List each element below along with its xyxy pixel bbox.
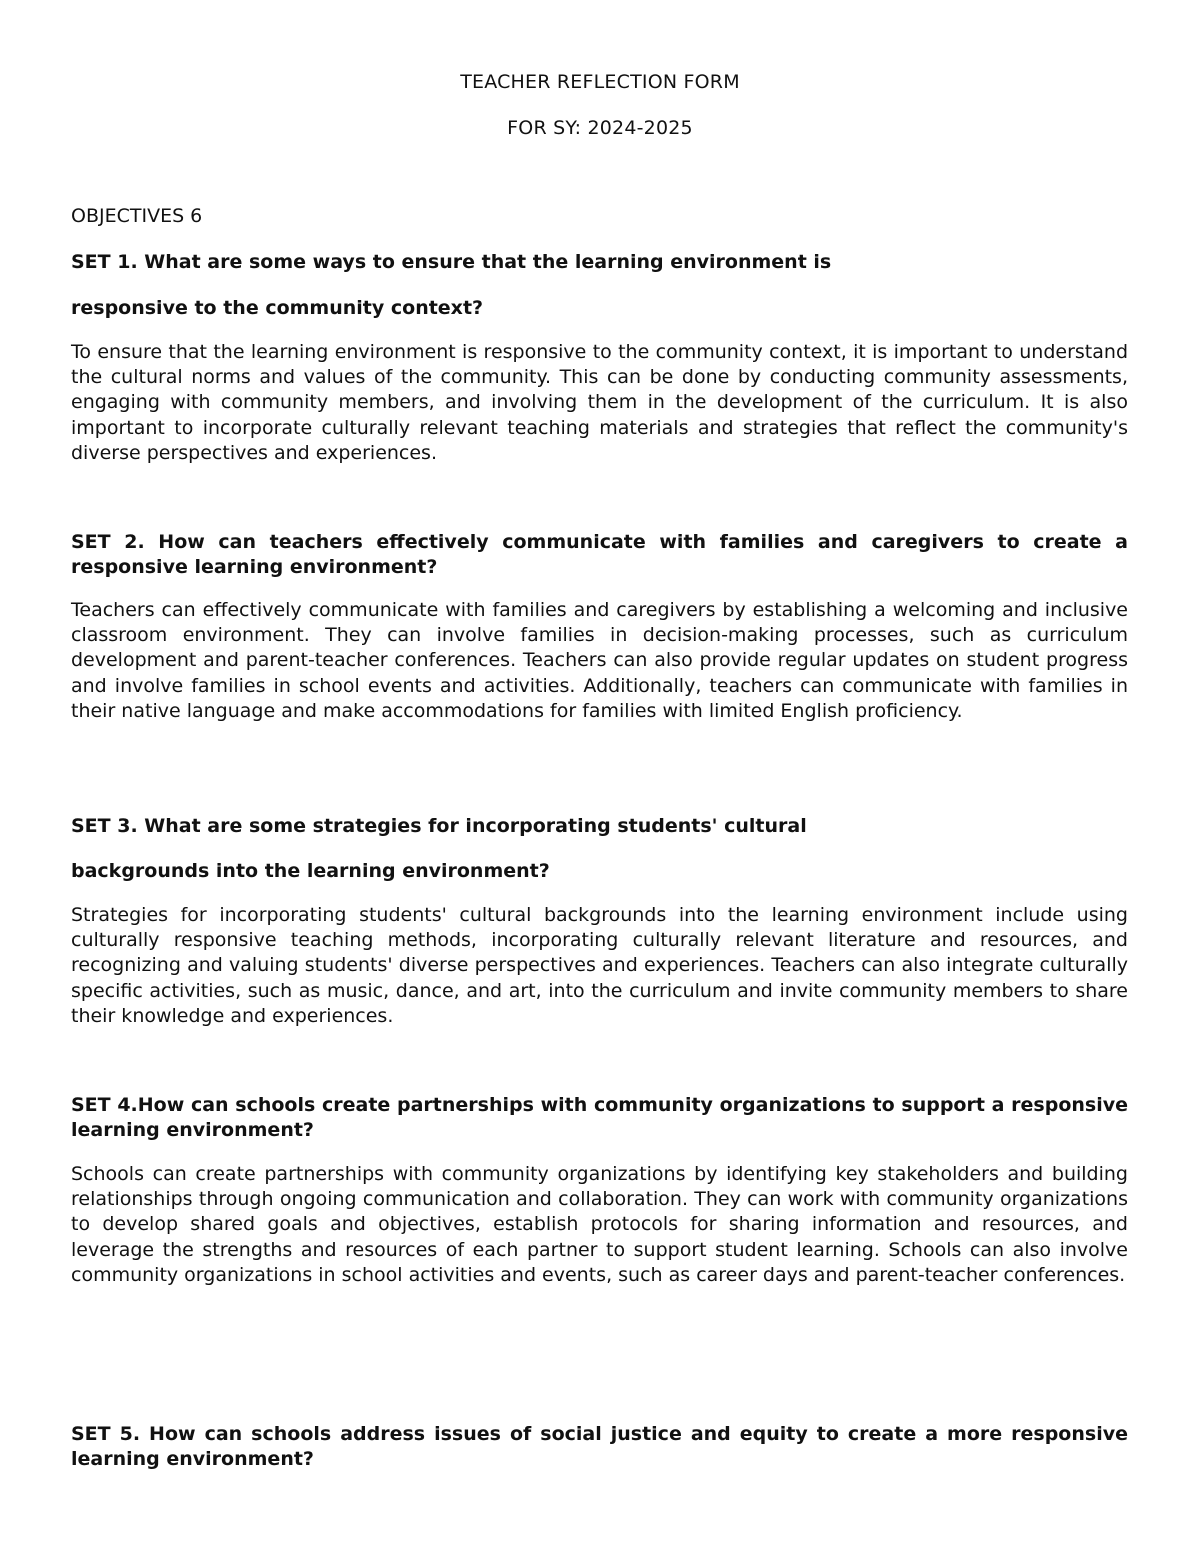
set-2-question: SET 2. How can teachers effectively communicate with families and caregivers to create a responsive learning environment? bbox=[71, 531, 1128, 578]
set-2-answer: Teachers can effectively communicate with families and caregivers by establishing a welcoming and inclusive classroom environment. They can involve families in decision-making processes, such as curriculum development and parent-teacher conferences. Teachers can also provide regular updates on student progress and involve families in school events and activities. Additionally, teachers can communicate with families in their native language and make accommodations for families with limited English proficiency. bbox=[71, 599, 1128, 722]
set-3-answer: Strategies for incorporating students' cultural backgrounds into the learning environment include using culturally responsive teaching methods, incorporating culturally relevant literature and resources, and recognizing and valuing students' diverse perspectives and experiences. Teachers can also integrate culturally specific activities, such as music, dance, and art, into the curriculum and invite community members to share their knowledge and experiences. bbox=[71, 904, 1128, 1027]
set-1-question-line-2: responsive to the community context? bbox=[71, 297, 484, 319]
set-1-answer: To ensure that the learning environment is responsive to the community context, it is important to understand the cultural norms and values of the community. This can be done by conducting community assessments, engaging with community members, and involving them in the development of the curriculum. It is also important to incorporate culturally relevant teaching materials and strategies that reflect the community's diverse perspectives and experiences. bbox=[71, 341, 1128, 464]
set-4-answer: Schools can create partnerships with community organizations by identifying key stakeholders and building relationships through ongoing communication and collaboration. They can work with community organizations to develop shared goals and objectives, establish protocols for sharing information and resources, and leverage the strengths and resources of each partner to support student learning. Schools can also involve community organizations in school activities and events, such as career days and parent-teacher conferences. bbox=[71, 1163, 1128, 1286]
objectives-label: OBJECTIVES 6 bbox=[71, 205, 203, 227]
school-year: FOR SY: 2024-2025 bbox=[507, 117, 693, 139]
set-4-question: SET 4.How can schools create partnerships with community organizations to support a responsive learning environment? bbox=[71, 1094, 1128, 1141]
form-title: TEACHER REFLECTION FORM bbox=[460, 71, 740, 93]
set-3-question-line-1: SET 3. What are some strategies for incorporating students' cultural bbox=[71, 815, 807, 837]
set-3-question-line-2: backgrounds into the learning environment? bbox=[71, 860, 550, 882]
set-1-question-line-1: SET 1. What are some ways to ensure that the learning environment is bbox=[71, 251, 832, 273]
set-5-question: SET 5. How can schools address issues of social justice and equity to create a more responsive learning environment? bbox=[71, 1423, 1128, 1470]
